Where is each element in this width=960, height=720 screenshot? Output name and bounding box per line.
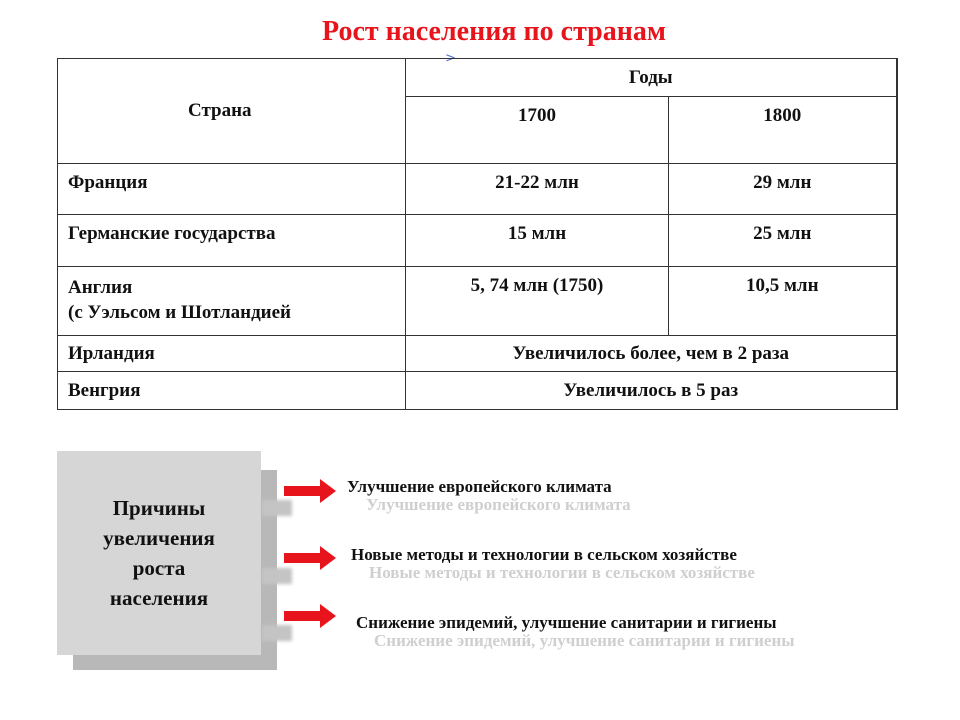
arrow-right-icon [284,604,336,628]
reason-reflection: Снижение эпидемий, улучшение санитарии и гигиены [374,631,795,650]
reason-reflection: Новые методы и технологии в сельском хозяйстве [369,563,755,582]
cursor-marker-icon: > [445,51,456,66]
table-row [58,267,897,336]
reason-climate: Улучшение европейского климата [347,477,612,496]
country-cell: Англия (с Уэльсом и Шотландией [58,267,406,336]
country-cell: Германские государства [58,215,406,267]
country-cell: Венгрия [58,372,406,410]
arrow-right-icon [284,546,336,570]
causes-box: Причины увеличения роста населения [57,451,261,655]
reason-reflection: Улучшение европейского климата [366,495,631,514]
merged-value: Увеличилось более, чем в 2 раза [406,336,897,372]
value-1700: 21-22 млн [406,164,669,215]
value-1800: 25 млн [669,215,897,267]
reason-epidemics: Снижение эпидемий, улучшение санитарии и гигиены [356,613,777,632]
population-table [57,58,898,410]
connector-shadow [262,568,292,584]
header-year-1800: 1800 [669,97,897,164]
table-row [58,215,897,267]
table-row [58,336,897,372]
merged-value: Увеличилось в 5 раз [406,372,897,410]
table-row [58,164,897,215]
table-row [58,372,897,410]
value-1700: 15 млн [406,215,669,267]
country-cell: Франция [58,164,406,215]
reason-agriculture: Новые методы и технологии в сельском хозяйстве [351,545,737,564]
arrow-right-icon [284,479,336,503]
header-years: Годы [406,59,897,97]
header-year-1700: 1700 [406,97,669,164]
value-1800: 29 млн [669,164,897,215]
page-title: Рост населения по странам [322,16,666,47]
header-country: Страна [58,59,406,164]
value-1700: 5, 74 млн (1750) [406,267,669,336]
country-cell: Ирландия [58,336,406,372]
value-1800: 10,5 млн [669,267,897,336]
